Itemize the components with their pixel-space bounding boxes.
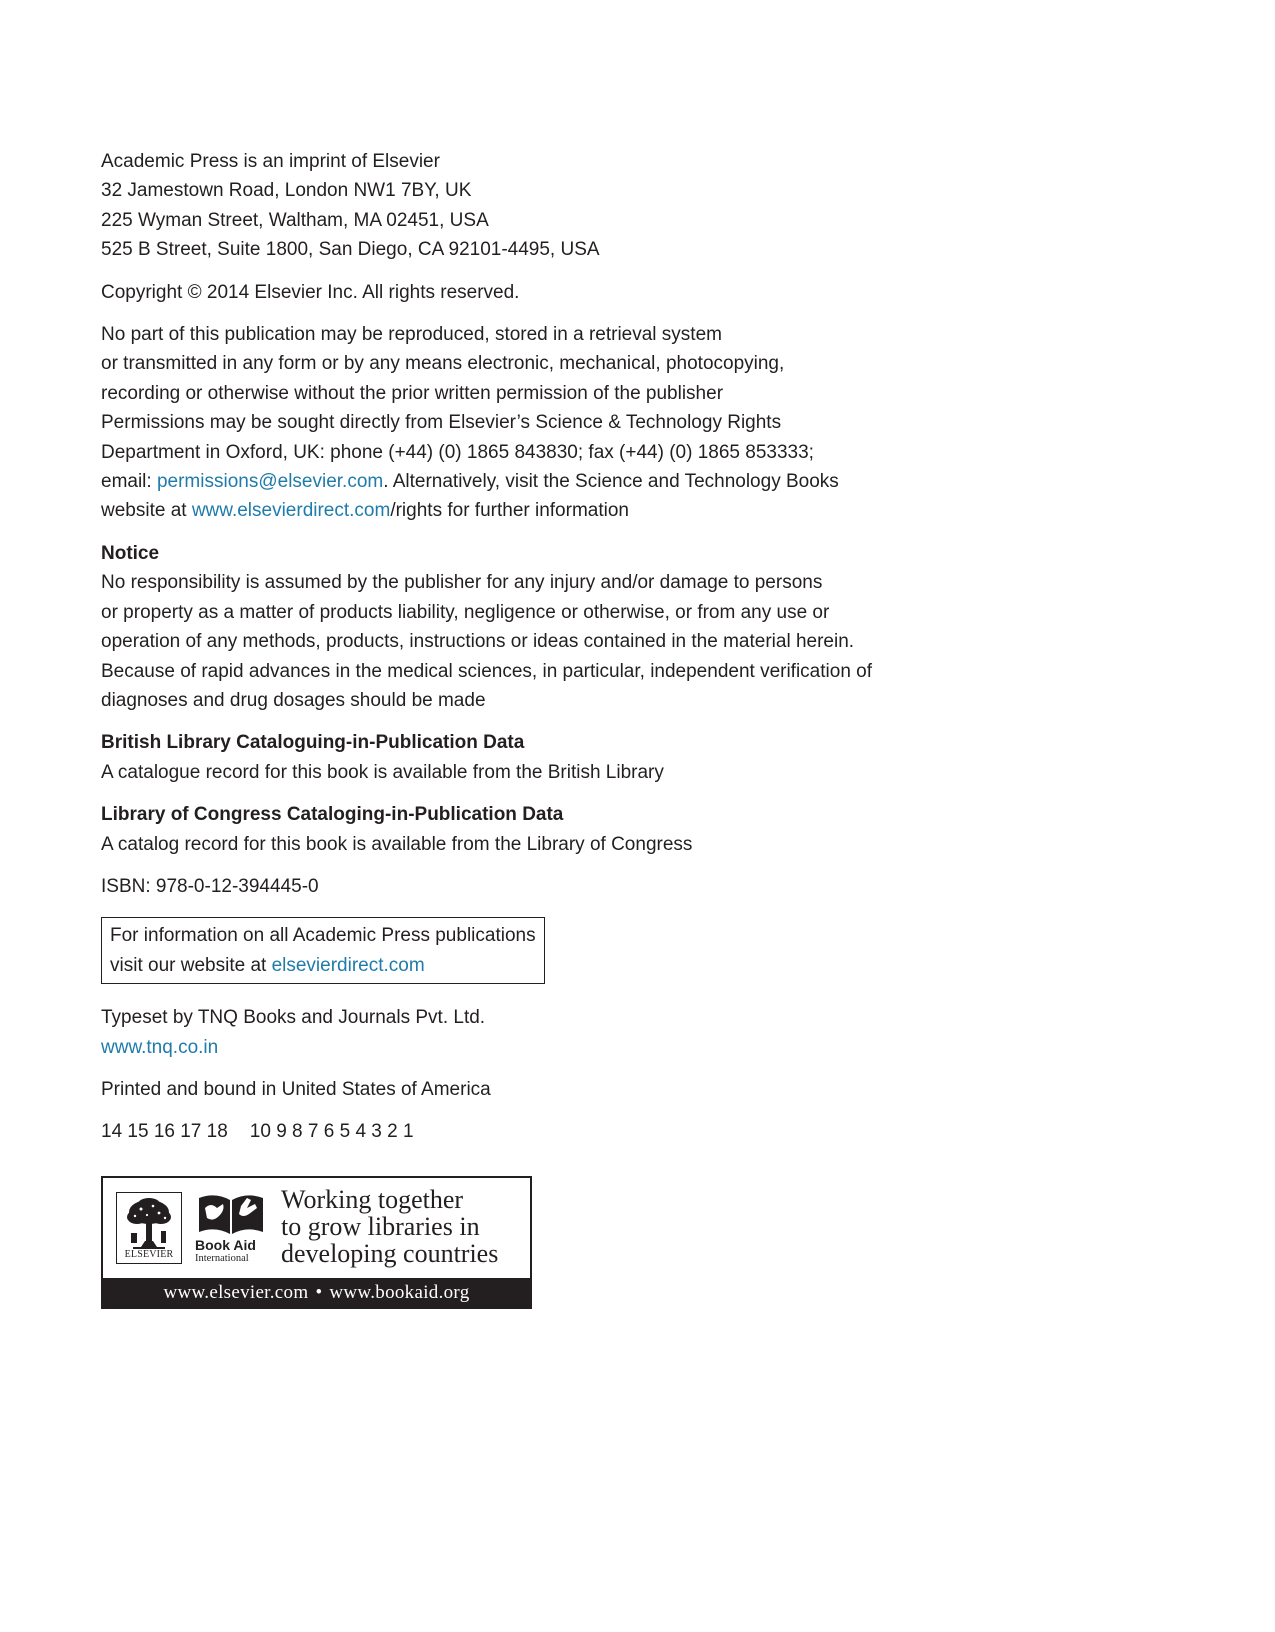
address-line: 225 Wyman Street, Waltham, MA 02451, USA [101, 209, 489, 231]
notice-line: No responsibility is assumed by the publisher for any injury and/or damage to persons [101, 572, 823, 594]
website-prefix: website at [101, 500, 192, 522]
publications-info-box [101, 917, 545, 984]
banner-slogan [281, 1186, 498, 1267]
print-number-line [101, 1117, 921, 1146]
permissions-email-line [101, 467, 921, 496]
elsevier-website-link[interactable]: www.elsevier.com [163, 1282, 309, 1303]
imprint-line: Academic Press is an imprint of Elsevier [101, 151, 440, 172]
email-suffix: . Alternatively, visit the Science and Technology Books [383, 471, 839, 493]
british-library-block [101, 728, 921, 787]
address-line: 32 Jamestown Road, London NW1 7BY, UK [101, 180, 472, 202]
print-impressions: 10 9 8 7 6 5 4 3 2 1 [249, 1121, 414, 1143]
elsevier-logo-label: ELSEVIER [124, 1249, 174, 1260]
info-box-line: For information on all Academic Press publications [110, 925, 536, 947]
permissions-line: Department in Oxford, UK: phone (+44) (0) 1865 843830; fax (+44) (0) 1865 853333; [101, 441, 814, 463]
open-book-hands-icon [197, 1192, 265, 1236]
notice-line: diagnoses and drug dosages should be made [101, 689, 486, 711]
copyright-line: Copyright © 2014 Elsevier Inc. All rights reserved. [101, 281, 520, 303]
library-of-congress-heading: Library of Congress Cataloging-in-Publication Data [101, 804, 564, 826]
tnq-link[interactable]: www.tnq.co.in [101, 1036, 219, 1058]
library-of-congress-block [101, 800, 921, 859]
typeset-line: Typeset by TNQ Books and Journals Pvt. Ltd. [101, 1007, 486, 1029]
library-of-congress-text: A catalog record for this book is available from the Library of Congress [101, 833, 693, 855]
notice-line: or property as a matter of products liability, negligence or otherwise, or from any use or [101, 601, 830, 623]
book-aid-logo [195, 1192, 267, 1264]
permissions-line: or transmitted in any form or by any means electronic, mechanical, photocopying, [101, 353, 785, 375]
copyright-block [101, 278, 921, 307]
permissions-block [101, 320, 921, 526]
printed-block [101, 1075, 921, 1104]
isbn-block [101, 872, 921, 901]
printed-line: Printed and bound in United States of America [101, 1078, 491, 1100]
permissions-email-link[interactable]: permissions@elsevier.com [156, 471, 384, 493]
banner-footer [103, 1278, 530, 1307]
bookaid-website-link[interactable]: www.bookaid.org [329, 1282, 470, 1303]
typeset-block [101, 1003, 921, 1062]
slogan-line: Working together [281, 1185, 464, 1214]
elsevierdirect-info-link[interactable]: elsevierdirect.com [271, 954, 425, 976]
british-library-text: A catalogue record for this book is available from the British Library [101, 761, 664, 783]
imprint-block [101, 147, 921, 265]
permissions-line: Permissions may be sought directly from Elsevier’s Science & Technology Rights [101, 412, 782, 434]
website-suffix: /rights for further information [390, 500, 629, 522]
british-library-heading: British Library Cataloguing-in-Publication Data [101, 732, 525, 754]
notice-line: operation of any methods, products, instructions or ideas contained in the material herein. [101, 631, 855, 653]
elsevierdirect-link[interactable]: www.elsevierdirect.com [191, 500, 391, 522]
elsevier-tree-icon [123, 1197, 175, 1249]
print-numbers [101, 1117, 921, 1146]
isbn-line: ISBN: 978-0-12-394445-0 [101, 875, 319, 897]
book-aid-name: Book Aid [195, 1237, 256, 1253]
copyright-page [101, 147, 921, 1160]
address-line: 525 B Street, Suite 1800, San Diego, CA 92101-4495, USA [101, 239, 600, 261]
permissions-line: No part of this publication may be reproduced, stored in a retrieval system [101, 324, 722, 346]
elsevier-logo [116, 1192, 182, 1264]
slogan-line: developing countries [281, 1239, 499, 1268]
book-aid-banner [101, 1176, 532, 1309]
email-prefix: email: [101, 471, 157, 493]
notice-block [101, 539, 921, 715]
notice-line: Because of rapid advances in the medical sciences, in particular, independent verification of [101, 660, 873, 682]
slogan-line: to grow libraries in [281, 1212, 480, 1241]
notice-heading: Notice [101, 542, 160, 564]
bullet-separator: • [315, 1282, 323, 1303]
print-years: 14 15 16 17 18 [101, 1121, 228, 1143]
book-aid-subtitle: International [195, 1253, 249, 1264]
permissions-website-line [101, 496, 921, 525]
info-box-website-line [110, 951, 536, 980]
info-box-prefix: visit our website at [110, 954, 272, 976]
permissions-line: recording or otherwise without the prior written permission of the publisher [101, 382, 724, 404]
